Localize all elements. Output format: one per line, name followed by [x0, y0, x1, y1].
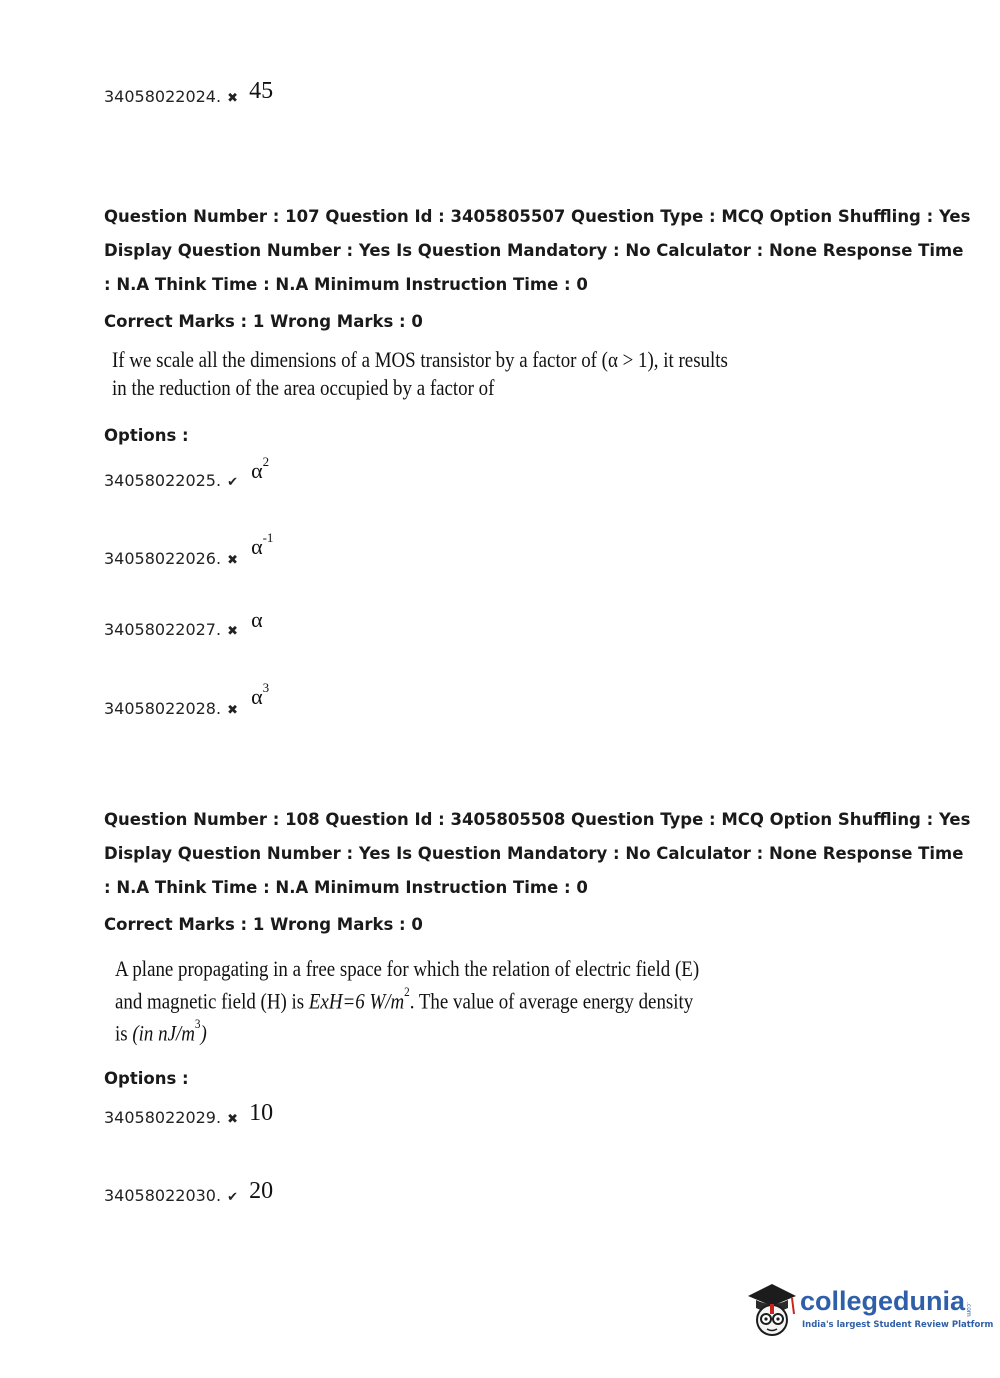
- marks-line: Correct Marks : 1 Wrong Marks : 0: [104, 915, 423, 934]
- meta-line: Question Number : 108 Question Id : 3405805508 Question Type : MCQ Option Shuffling : Yes: [104, 810, 971, 829]
- question-text-line: If we scale all the dimensions of a MOS transistor by a factor of (α > 1), it results: [112, 347, 728, 372]
- option-value: $\alpha^2$: [251, 454, 270, 484]
- mascot-icon: [742, 1274, 800, 1342]
- question-meta: [104, 200, 970, 302]
- option-value: $\alpha^3$: [251, 680, 270, 710]
- logo-tagline: India's largest Student Review Platform: [802, 1320, 994, 1330]
- options-label: Options :: [104, 1069, 189, 1088]
- cross-icon: ✖: [227, 624, 238, 639]
- option-id: 34058022028.: [104, 699, 222, 719]
- option-id: 34058022024.: [104, 87, 222, 106]
- option-row: [104, 530, 274, 569]
- question-text-line: A plane propagating in a free space for which the relation of electric field (E): [115, 956, 700, 981]
- option-row: [104, 78, 274, 109]
- question-text-line: and magnetic field (H) is ExH=6 $W/m^2$. The value of average energy density: [115, 984, 694, 1014]
- marks-line: Correct Marks : 1 Wrong Marks : 0: [104, 312, 423, 331]
- check-icon: ✔: [227, 1190, 238, 1205]
- option-row: [104, 1178, 273, 1205]
- option-id: 34058022029.: [104, 1108, 222, 1127]
- option-row: [104, 454, 270, 491]
- option-value: $\alpha^{-1}$: [251, 530, 274, 560]
- collegedunia-logo: [742, 1274, 994, 1344]
- meta-line: Question Number : 107 Question Id : 3405805507 Question Type : MCQ Option Shuffling : Yes: [104, 207, 971, 226]
- cross-icon: ✖: [227, 91, 238, 106]
- option-value: 45: [249, 78, 274, 104]
- meta-line: Display Question Number : Yes Is Question Mandatory : No Calculator : None Response Time: [104, 844, 964, 863]
- question-text: [112, 346, 728, 402]
- option-value: 10: [249, 1100, 274, 1126]
- cross-icon: ✖: [227, 1112, 238, 1127]
- question-meta: [104, 803, 970, 905]
- option-id: 34058022025.: [104, 471, 222, 491]
- option-value: α: [251, 607, 263, 632]
- check-icon: ✔: [227, 475, 238, 491]
- meta-line: : N.A Think Time : N.A Minimum Instruction Time : 0: [104, 275, 588, 294]
- meta-line: Display Question Number : Yes Is Question Mandatory : No Calculator : None Response Time: [104, 241, 964, 260]
- option-id: 34058022030.: [104, 1186, 222, 1205]
- option-id: 34058022026.: [104, 549, 222, 569]
- options-label: Options :: [104, 426, 189, 445]
- cross-icon: ✖: [227, 553, 238, 569]
- option-row: [104, 607, 263, 639]
- option-id: 34058022027.: [104, 620, 222, 639]
- question-text-line: in the reduction of the area occupied by a factor of: [112, 375, 495, 400]
- option-row: [104, 680, 270, 719]
- question-text: [115, 955, 699, 1047]
- meta-line: : N.A Think Time : N.A Minimum Instruction Time : 0: [104, 878, 588, 897]
- option-value: 20: [249, 1178, 274, 1204]
- question-text-line: is (in $nJ/m^3$): [115, 1016, 207, 1046]
- cross-icon: ✖: [227, 703, 238, 719]
- logo-wordmark: collegedunia.com: [800, 1286, 973, 1317]
- option-row: [104, 1100, 273, 1127]
